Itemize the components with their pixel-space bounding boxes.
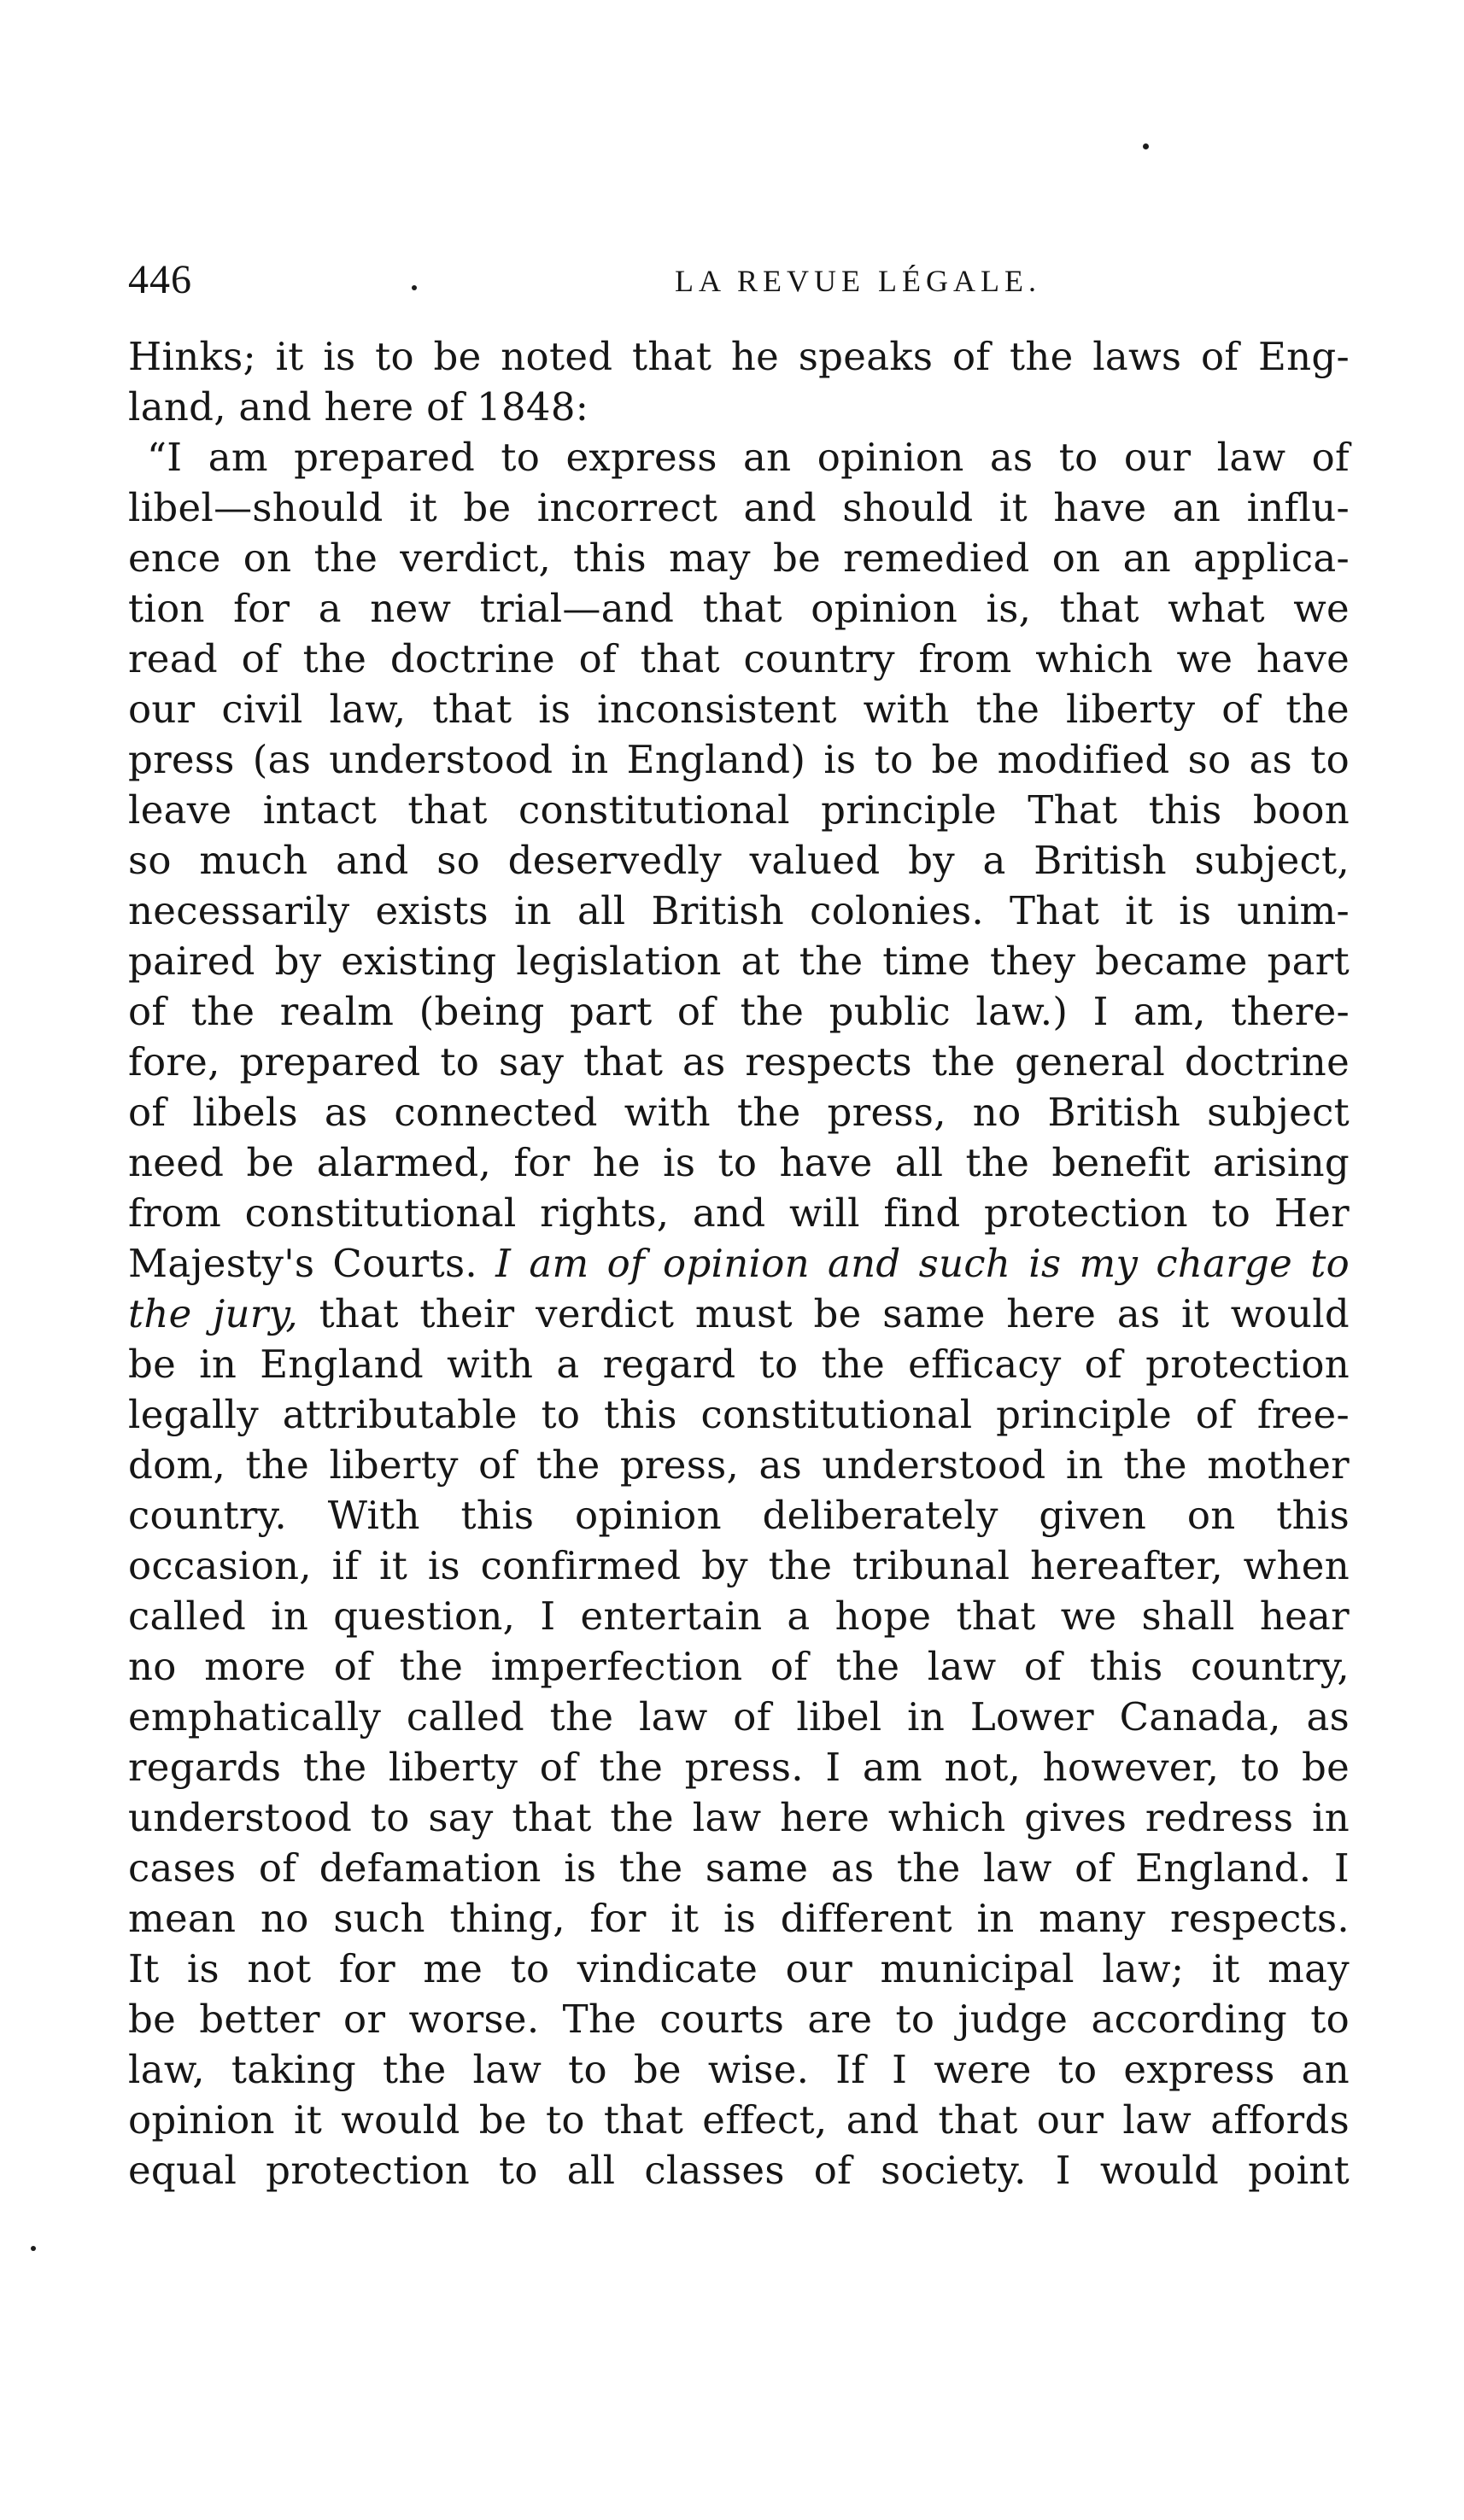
text-line: need be alarmed, for he is to have all the benefit arising — [128, 1140, 1350, 1185]
ink-speck — [31, 2246, 36, 2251]
text-line: land, and here of 1848: — [128, 384, 589, 430]
text-line: our civil law, that is inconsistent with the liberty of the — [128, 687, 1350, 732]
italic-segment: the jury, — [128, 1291, 298, 1336]
text-line: mean no such thing, for it is different in many respects. — [128, 1896, 1350, 1941]
text-line: be better or worse. The courts are to judge according to — [128, 1997, 1350, 2042]
text-line: of the realm (being part of the public law.) I am, there- — [128, 989, 1350, 1034]
italic-segment: I am of opinion and such is my charge to — [495, 1241, 1350, 1286]
text-line: be in England with a regard to the efficacy of protection — [128, 1342, 1350, 1387]
page-number: 446 — [128, 257, 192, 302]
text-line: tion for a new trial—and that opinion is, that what we — [128, 586, 1350, 631]
text-line: “I am prepared to express an opinion as to our law of — [147, 435, 1350, 480]
text-line: so much and so deservedly valued by a British subject, — [128, 838, 1350, 883]
text-line: no more of the imperfection of the law of this country, — [128, 1644, 1350, 1689]
page-header — [128, 256, 1375, 307]
running-title: LA REVUE LÉGALE. — [675, 264, 1041, 298]
body-text — [128, 331, 1350, 2195]
text-line: ence on the verdict, this may be remedied on an applica- — [128, 535, 1350, 581]
ink-speck — [1143, 143, 1149, 149]
text-line: understood to say that the law here which gives redress in — [128, 1795, 1350, 1840]
text-line: read of the doctrine of that country from which we have — [128, 636, 1350, 681]
text-line: necessarily exists in all British colonies. That it is unim- — [128, 888, 1350, 933]
text-line: paired by existing legislation at the time they became part — [128, 938, 1350, 984]
text-line: fore, prepared to say that as respects the general doctrine — [128, 1039, 1350, 1085]
text-line: from constitutional rights, and will find protection to Her — [128, 1190, 1350, 1236]
text-line: Hinks; it is to be noted that he speaks of the laws of Eng- — [128, 334, 1350, 379]
text-line: It is not for me to vindicate our municipal law; it may — [128, 1946, 1350, 1991]
text-line: occasion, if it is confirmed by the tribunal hereafter, when — [128, 1543, 1350, 1588]
text-line: law, taking the law to be wise. If I were to express an — [128, 2047, 1350, 2092]
text-line-mixed — [128, 1238, 1350, 1289]
text-line: of libels as connected with the press, no British subject — [128, 1090, 1350, 1135]
text-line: dom, the liberty of the press, as understood in the mother — [128, 1442, 1350, 1488]
text-segment: that their verdict must be same here as it would — [319, 1291, 1350, 1336]
text-segment: Majesty's Courts. — [128, 1241, 477, 1286]
text-line: called in question, I entertain a hope that we shall hear — [128, 1593, 1350, 1639]
text-line: regards the liberty of the press. I am not, however, to be — [128, 1745, 1350, 1790]
text-line: libel—should it be incorrect and should it have an influ- — [128, 485, 1350, 530]
text-line: opinion it would be to that effect, and that our law affords — [128, 2097, 1350, 2143]
text-line: equal protection to all classes of society. I would point — [128, 2148, 1350, 2193]
text-line: country. With this opinion deliberately given on this — [128, 1493, 1350, 1538]
text-line-mixed — [128, 1289, 1350, 1339]
text-line: cases of defamation is the same as the law of England. I — [128, 1845, 1350, 1891]
text-line: emphatically called the law of libel in Lower Canada, as — [128, 1694, 1350, 1739]
text-line: leave intact that constitutional principle That this boon — [128, 787, 1350, 833]
text-line: press (as understood in England) is to be modified so as to — [128, 737, 1350, 782]
text-line: legally attributable to this constitutional principle of free- — [128, 1392, 1350, 1437]
